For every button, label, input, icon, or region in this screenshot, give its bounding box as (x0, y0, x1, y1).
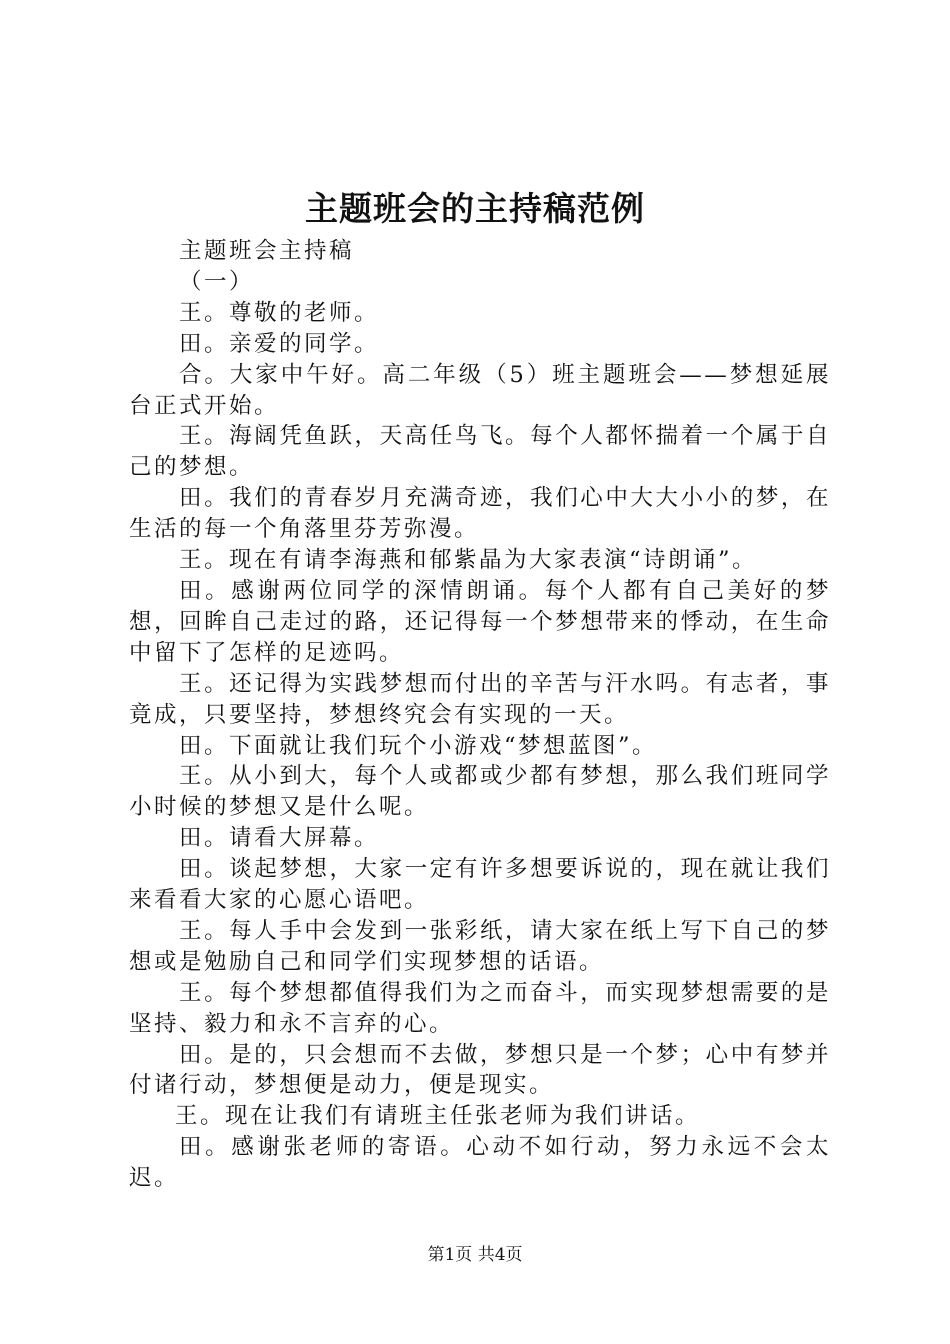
paragraph: 合。大家中午好。高二年级（5）班主题班会——梦想延展台正式开始。 (129, 361, 831, 419)
paragraph: 王。还记得为实践梦想而付出的辛苦与汗水吗。有志者，事竟成，只要坚持，梦想终究会有实现的一天。 (129, 670, 831, 728)
paragraph: 田。我们的青春岁月充满奇迹，我们心中大大小小的梦，在生活的每一个角落里芬芳弥漫。 (129, 485, 831, 543)
paragraph: 王。现在让我们有请班主任张老师为我们讲话。 (175, 1103, 701, 1130)
paragraph: 田。下面就让我们玩个小游戏“梦想蓝图”。 (179, 732, 658, 759)
paragraph: 田。感谢张老师的寄语。心动不如行动，努力永远不会太迟。 (129, 1134, 831, 1192)
paragraph-subtitle: 主题班会主持稿 (179, 238, 355, 264)
paragraph: 王。从小到大，每个人或都或少都有梦想，那么我们班同学小时候的梦想又是什么呢。 (129, 763, 831, 821)
document-title: 主题班会的主持稿范例 (305, 189, 645, 228)
paragraph: 王。海阔凭鱼跃，天高任鸟飞。每个人都怀揣着一个属于自己的梦想。 (129, 423, 831, 481)
paragraph: 王。尊敬的老师。 (179, 299, 380, 326)
document-body (129, 236, 831, 1194)
paragraph: 田。感谢两位同学的深情朗诵。每个人都有自己美好的梦想，回眸自己走过的路，还记得每一个梦想带来的悸动，在生命中留下了怎样的足迹吗。 (129, 577, 831, 666)
page-footer: 第1页 共4页 (427, 1245, 523, 1265)
paragraph: 田。谈起梦想，大家一定有许多想要诉说的，现在就让我们来看看大家的心愿心语吧。 (129, 856, 831, 914)
paragraph: 王。现在有请李海燕和郁紫晶为大家表演“诗朗诵”。 (179, 547, 758, 574)
paragraph: 田。是的，只会想而不去做，梦想只是一个梦；心中有梦并付诸行动，梦想便是动力，便是现实。 (129, 1041, 831, 1099)
paragraph: 王。每人手中会发到一张彩纸，请大家在纸上写下自己的梦想或是勉励自己和同学们实现梦想的话语。 (129, 917, 831, 975)
paragraph: 田。请看大屏幕。 (179, 825, 380, 852)
paragraph: 王。每个梦想都值得我们为之而奋斗，而实现梦想需要的是坚持、毅力和永不言弃的心。 (129, 979, 831, 1037)
paragraph-section-number: （一） (179, 268, 255, 295)
paragraph: 田。亲爱的同学。 (179, 330, 380, 357)
